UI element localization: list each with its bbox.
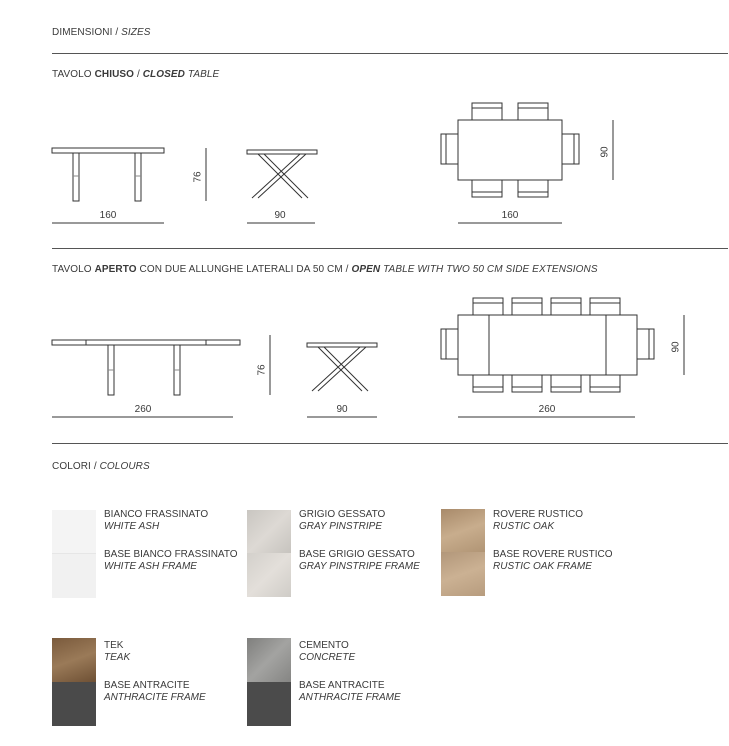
colour-label: ROVERE RUSTICO RUSTIC OAK [493,509,584,532]
open-table-heading: TAVOLO APERTO CON DUE ALLUNGHE LATERALI DA 50 CM / OPEN TABLE WITH TWO 50 CM SIDE EXTENSIONS [52,264,598,275]
colours-heading: COLORI / COLOURS [52,461,150,472]
swatch-gray-pinstripe[interactable] [247,510,291,554]
swatch-rustic-oak-frame[interactable] [441,552,485,596]
colour-label: BASE ANTRACITE ANTHRACITE FRAME [299,680,401,703]
open-top-width: 90 [670,341,682,353]
colour-label: TEK TEAK [104,640,131,663]
colour-label: CEMENTO CONCRETE [299,640,356,663]
closed-table-heading: TAVOLO CHIUSO / CLOSED TABLE [52,69,220,80]
swatch-teak[interactable] [52,638,96,682]
swatch-rustic-oak[interactable] [441,509,485,553]
open-top-length: 260 [538,404,556,415]
divider [52,443,728,444]
closed-top-width: 90 [599,146,611,158]
colour-label: BASE GRIGIO GESSATO GRAY PINSTRIPE FRAME [299,549,420,572]
colour-label: BASE ANTRACITE ANTHRACITE FRAME [104,680,206,703]
closed-side-width: 160 [99,210,117,221]
swatch-white-ash-frame[interactable] [52,553,96,598]
colour-label: BASE ROVERE RUSTICO RUSTIC OAK FRAME [493,549,613,572]
open-front-width: 90 [336,404,348,415]
swatch-anthracite-frame[interactable] [247,682,291,726]
closed-top-length: 160 [501,210,519,221]
colour-label: BIANCO FRASSINATO WHITE ASH [104,509,209,532]
swatch-concrete[interactable] [247,638,291,682]
open-height: 76 [256,364,268,376]
swatch-anthracite-frame[interactable] [52,682,96,726]
closed-height: 76 [192,171,204,183]
colour-label: GRIGIO GESSATO GRAY PINSTRIPE [299,509,386,532]
open-side-width: 260 [134,404,152,415]
page-title: DIMENSIONI / SIZES [52,27,151,38]
swatch-white-ash[interactable] [52,510,96,554]
swatch-gray-pinstripe-frame[interactable] [247,553,291,597]
colour-label: BASE BIANCO FRASSINATO WHITE ASH FRAME [104,549,238,572]
closed-front-width: 90 [274,210,286,221]
